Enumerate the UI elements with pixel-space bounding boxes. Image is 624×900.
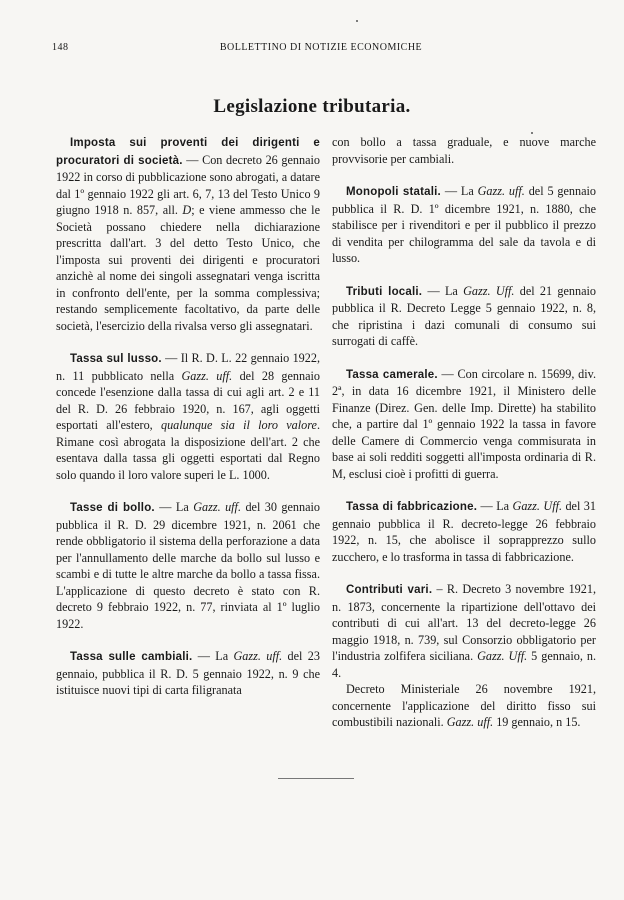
paragraph-tassa-camerale: Tassa camerale. — Con circolare n. 15699, div. 2ª, in data 16 dicembre 1921, il Ministero delle Finanze (Direz. Gen. delle Imp. Dirette) ha stabilito che, a partire dal 1º gennaio 1922 la tassa in favore delle Camere di Commercio venga commisurata in base ai soli redditi soggetti all'imposta ordinaria di R. M, esclusi cioè i profitti di guerra.: [332, 366, 596, 481]
paragraph-tassa-fabbricazione: Tassa di fabbricazione. — La Gazz. Uff. del 31 gennaio pubblica il R. decreto-legge 26 febbraio 1922, n. 15, che abolisce il soprapprezzo sullo zucchero, e lo trasforma in tassa di fabbricazione.: [332, 499, 596, 564]
rubric: Tassa camerale.: [346, 368, 438, 381]
page-number: 148: [52, 42, 69, 53]
paragraph-imposta-proventi: Imposta sui proventi dei dirigenti e procuratori di società. — Con decreto 26 gennaio 1922 in corso di pubblicazione sono abrogati, a datare dal 1º gennaio 1922 gli art. 6, 7, 13 del Testo Unico 9 giugno 1918 n. 857, all. D; e viene ammesso che le Società possano chiedere nella dichiarazione prescritta dall'art. 3 del detto Testo Unico, che l'imposta sui proventi dei dirigenti e procuratori anzichè al nome dei singoli assegnatari venga iscritta in confronto dell'ente, per la somma complessiva; restando semplicemente facoltativo, da parte delle società, l'esercizio della rivalsa verso gli assegnatari.: [56, 137, 320, 333]
rubric: Tassa sulle cambiali.: [70, 651, 193, 663]
rubric: Monopoli statali.: [346, 186, 441, 198]
left-column: [56, 134, 320, 699]
rubric: Imposta sui proventi dei dirigenti e procuratori di società.: [56, 137, 320, 167]
paragraph-tassa-cambiali: Tassa sulle cambiali. — La Gazz. uff. del 23 gennaio, pubblica il R. D. 5 gennaio 1922, n. 9 che istituisce nuovi tipi di carta filigranata: [56, 649, 320, 697]
print-speck: [531, 132, 533, 134]
paragraph-tasse-bollo: Tasse di bollo. — La Gazz. uff. del 30 gennaio pubblica il R. D. 29 dicembre 1921, n. 2061 che rende obbligatorio il sistema della perforazione a data per l'annullamento delle marche da bollo sul lusso e scambi e di tutte le altre marche da bollo a tassa fissa. L'applicazione di questo decreto è stato con R. decreto 9 febbraio 1922, n. 77, rinviata al 1º luglio 1922.: [56, 500, 320, 631]
rubric: Tributi locali.: [346, 285, 423, 298]
rubric: Tassa sul lusso.: [70, 353, 162, 365]
footer-rule: [278, 778, 354, 779]
paragraph-monopoli-statali: Monopoli statali. — La Gazz. uff. del 5 gennaio pubblica il R. D. 1º dicembre 1921, n. 1880, che stabilisce per i rivenditori e per il pubblico il prezzo di vendita per chilogramma del sale da tavola e di lusso.: [332, 184, 596, 265]
print-speck: [356, 20, 358, 22]
right-column: [332, 134, 596, 731]
paragraph-tassa-lusso: Tassa sul lusso. — Il R. D. L. 22 gennaio 1922, n. 11 pubblicato nella Gazz. uff. del 28 gennaio concede l'esenzione dalla tassa di cui agli art. 2 e 11 del R. D. 26 febbraio 1920, n. 167, agli oggetti esportati all'estero, qualunque sia il loro valore. Rimane così abrogata la disposizione dell'art. 2 che esentava dalla tassa gli oggetti esportati dal Regno solo quando il loro valore superi le L. 1000.: [56, 351, 320, 482]
paragraph-contributi-vari: Contributi vari. – R. Decreto 3 novembre 1921, n. 1873, concernente la ripartizione dell'ottavo dei contributi di cui all'art. 13 del decreto-legge 26 maggio 1918, n. 739, sul Consorzio obbligatorio per l'industria zolfifera siciliana. Gazz. Uff. 5 gennaio, n. 4.: [332, 582, 596, 680]
paragraph-decreto-ministeriale: Decreto Ministeriale 26 novembre 1921, concernente l'applicazione del diritto fisso sui combustibili nazionali. Gazz. uff. 19 gennaio, n 15.: [332, 682, 596, 729]
running-title: BOLLETTINO DI NOTIZIE ECONOMICHE: [219, 42, 423, 53]
rubric: Tasse di bollo.: [70, 502, 155, 514]
rubric: Tassa di fabbricazione.: [346, 501, 478, 513]
rubric: Contributi vari.: [346, 584, 433, 596]
section-title: Legislazione tributaria.: [213, 96, 411, 117]
paragraph-tributi-locali: Tributi locali. — La Gazz. Uff. del 21 gennaio pubblica il R. Decreto Legge 5 gennaio 1922, n. 8, che ripristina i dazi comunali di consumo sui surrogati di caffè.: [332, 283, 596, 348]
paragraph-cambiali-continued: con bollo a tassa graduale, e nuove marche provvisorie per cambiali.: [332, 135, 596, 166]
